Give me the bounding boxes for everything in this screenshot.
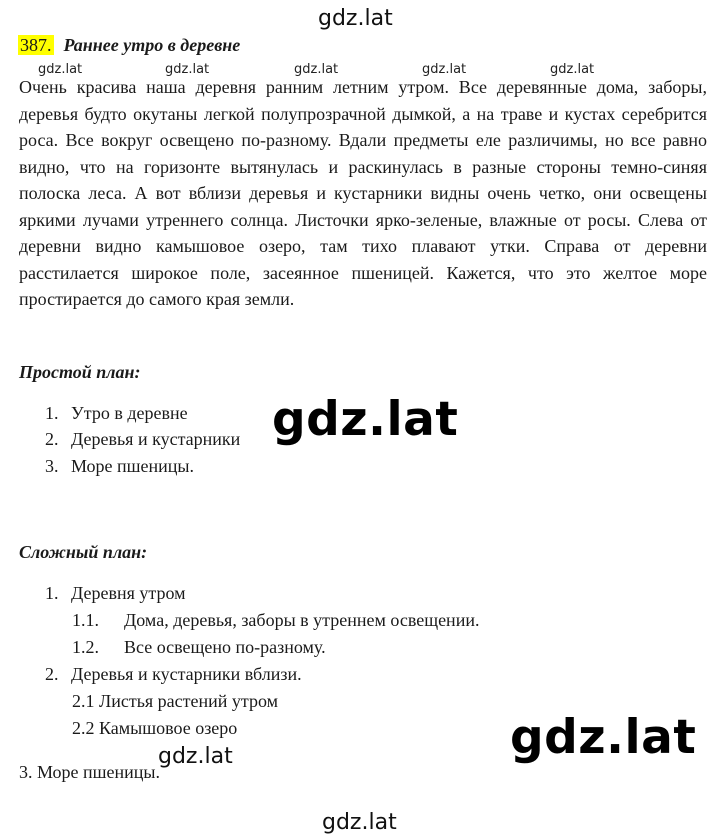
complex-plan-subitem: 2.2 Камышовое озеро bbox=[72, 718, 238, 738]
watermark-lower-left: gdz.lat bbox=[158, 744, 233, 769]
watermark-small-3: gdz.lat bbox=[294, 62, 339, 77]
item-number: 1.1. bbox=[72, 610, 99, 630]
complex-plan-item: 3. Море пшеницы. bbox=[19, 762, 161, 782]
complex-plan-item bbox=[45, 583, 186, 604]
watermark-small-1: gdz.lat bbox=[38, 62, 83, 77]
complex-plan-subitem bbox=[72, 610, 480, 631]
item-text: Деревья и кустарники bbox=[71, 429, 241, 449]
complex-plan-subitem: 2.1 Листья растений утром bbox=[72, 691, 279, 711]
exercise-title: Раннее утро в деревне bbox=[63, 35, 241, 55]
item-number: 1.2. bbox=[72, 637, 99, 657]
item-text: Деревня утром bbox=[71, 583, 186, 603]
item-text: Все освещено по-разному. bbox=[124, 637, 326, 657]
item-text: Деревья и кустарники вблизи. bbox=[71, 664, 302, 684]
simple-plan-item bbox=[45, 429, 241, 450]
simple-plan-item bbox=[45, 403, 188, 424]
watermark-top: gdz.lat bbox=[318, 6, 393, 31]
item-number: 2. bbox=[45, 429, 59, 449]
watermark-small-5: gdz.lat bbox=[550, 62, 595, 77]
story-paragraph: Очень красива наша деревня ранним летним утром. Все деревянные дома, заборы, деревья будто окутаны легкой полупрозрачной дымкой, а на траве и кустах серебрится роса. Все вокруг освещено по-разному. Вдали предметы еле различимы, но все равно видно, что на горизонте вытянулась и раскинулась в разные стороны темно-синяя полоска леса. А вот вблизи деревья и кустарники видны очень четко, они освещены яркими лучами утреннего солнца. Листочки ярко-зеленые, влажные от росы. Слева от деревни видно камышовое озеро, там тихо плавают утки. Справа от деревни расстилается широкое поле, засеянное пшеницей. Кажется, что это желтое море простирается до самого края земли. bbox=[19, 77, 707, 309]
item-number: 1. bbox=[45, 403, 59, 423]
complex-plan-item bbox=[45, 664, 302, 685]
item-number: 2. bbox=[45, 664, 59, 684]
watermark-big-middle: gdz.lat bbox=[272, 392, 459, 447]
item-text: Дома, деревья, заборы в утреннем освещении. bbox=[124, 610, 480, 630]
item-number: 1. bbox=[45, 583, 59, 603]
watermark-big-bottom-right: gdz.lat bbox=[510, 710, 697, 765]
simple-plan-heading: Простой план: bbox=[19, 362, 141, 382]
item-text: Море пшеницы. bbox=[71, 456, 195, 476]
simple-plan-item bbox=[45, 456, 195, 477]
item-number: 3. bbox=[45, 456, 59, 476]
watermark-small-4: gdz.lat bbox=[422, 62, 467, 77]
complex-plan-subitem bbox=[72, 637, 326, 658]
complex-plan-heading: Сложный план: bbox=[19, 542, 148, 562]
exercise-header bbox=[18, 35, 240, 56]
watermark-small-2: gdz.lat bbox=[165, 62, 210, 77]
item-text: Утро в деревне bbox=[71, 403, 188, 423]
exercise-number: 387. bbox=[20, 35, 52, 55]
watermark-bottom: gdz.lat bbox=[322, 810, 397, 835]
